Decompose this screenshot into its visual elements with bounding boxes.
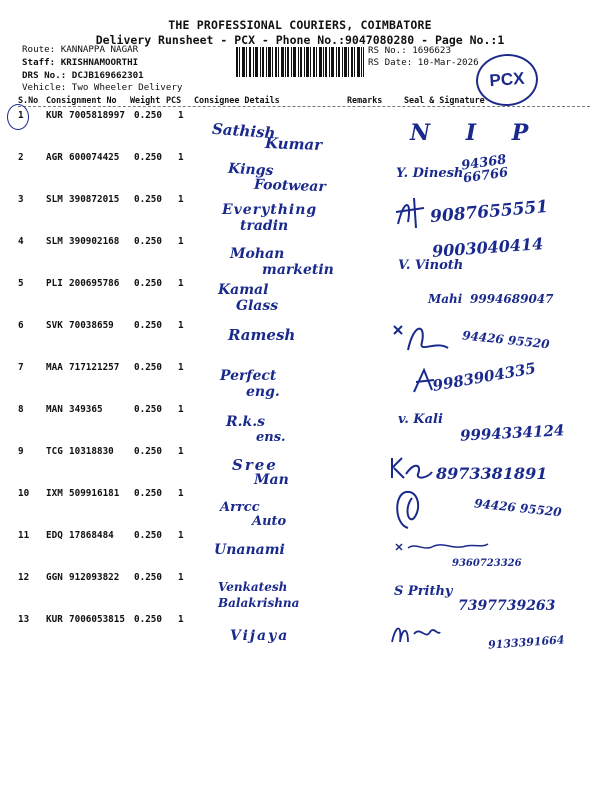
row-sno: 13 [18,614,30,625]
signature-scribble [388,454,434,482]
row-sno: 6 [18,320,24,331]
row-weight: 0.250 [134,194,162,205]
col-pcs: PCS [166,95,182,105]
consignee-name-2: Kumar [264,134,323,154]
row-weight: 0.250 [134,488,162,499]
staff-label: Staff: KRISHNAMOORTHI [22,57,139,68]
signature-scribble [390,622,442,646]
row-sno: 1 [18,110,24,121]
row-weight: 0.250 [134,572,162,583]
consignee-name: Venkatesh [218,580,288,594]
row-code: SLM [46,236,63,247]
phone-number: 9994334124 [459,421,565,445]
table-row [0,320,600,362]
row-consignment-no: 912093822 [69,572,120,583]
row-weight: 0.250 [134,614,162,625]
phone-number: 9003040414 [431,234,544,261]
row-sno: 7 [18,362,24,373]
phone-number: 9994689047 [470,292,554,306]
consignee-name-2: Man [254,472,289,488]
row-sno: 11 [18,530,30,541]
signature: S Prithy [394,584,453,599]
signature-scribble [392,320,452,356]
signature: Y. Dinesh [396,166,464,181]
row-code: IXM [46,488,63,499]
table-row [0,530,600,572]
table-row [0,572,600,614]
row-code: SVK [46,320,63,331]
consignee-name: Everything [222,202,318,218]
row-pcs: 1 [178,404,184,415]
consignee-name-2: Balakrishna [218,596,300,610]
row-sno: 10 [18,488,30,499]
table-row [0,152,600,194]
col-weight: Weight [130,95,161,105]
consignee-name-2: eng. [246,384,280,400]
consignee-name-2: Glass [236,298,279,314]
row-sno: 4 [18,236,24,247]
row-consignment-no: 349365 [69,404,103,415]
row-consignment-no: 7006053815 [69,614,125,625]
table-row [0,446,600,488]
table-row [0,236,600,278]
signature-scribble [394,194,430,230]
consignee-name-2: tradin [240,218,289,234]
rs-number: RS No.: 1696623 [368,45,451,56]
row-weight: 0.250 [134,236,162,247]
consignee-name: Arrcc [220,500,260,515]
phone-number: 9133391664 [487,633,565,652]
row-pcs: 1 [178,488,184,499]
row-weight: 0.250 [134,446,162,457]
phone-number: 9087655551 [429,196,549,228]
signature: Mahi [428,292,463,306]
drs-label: DRS No.: DCJB169662301 [22,70,144,81]
consignee-name: Perfect [220,368,277,384]
row-consignment-no: 70038659 [69,320,114,331]
phone-number: 94368 66766 [460,152,510,187]
table-row [0,404,600,446]
consignee-name: R.k.s [226,414,265,430]
row-sno: 12 [18,572,30,583]
row-consignment-no: 390902168 [69,236,120,247]
phone-number: 94426 95520 [473,496,563,520]
phone-number: 9983904335 [431,359,538,395]
col-seal-signature: Seal & Signature [404,95,485,105]
row-consignment-no: 390872015 [69,194,120,205]
row-code: AGR [46,152,63,163]
consignee-name: Sathish [211,119,276,143]
row-code: EDQ [46,530,63,541]
signature-scribble [394,540,490,554]
row-pcs: 1 [178,236,184,247]
row-sno: 8 [18,404,24,415]
table-row [0,488,600,530]
company-title: THE PROFESSIONAL COURIERS, COIMBATORE [168,18,432,32]
row-pcs: 1 [178,110,184,121]
phone-number: 94426 95520 [461,328,551,352]
signature: v. Kali [398,412,443,427]
row-pcs: 1 [178,320,184,331]
col-consignee: Consignee Details [194,95,280,105]
rs-date: RS Date: 10-Mar-2026 [368,57,479,68]
consignee-name: Sree [232,456,278,474]
row-code: KUR [46,110,63,121]
row-weight: 0.250 [134,110,162,121]
row-consignment-no: 7005818997 [69,110,125,121]
table-row [0,110,600,152]
runsheet-subtitle: Delivery Runsheet - PCX - Phone No.:9047080280 - Page No.:1 [95,33,505,47]
phone-number: 9360723326 [452,558,522,569]
row-sno: 9 [18,446,24,457]
signature-scribble [392,488,426,532]
row-pcs: 1 [178,194,184,205]
row-consignment-no: 717121257 [69,362,120,373]
row-code: SLM [46,194,63,205]
row-code: PLI [46,278,63,289]
phone-number: 7397739263 [458,598,556,614]
row-code: MAA [46,362,63,373]
signature: N I P [410,120,543,146]
row-consignment-no: 200695786 [69,278,120,289]
signature: V. Vinoth [398,258,464,273]
route-label: Route: KANNAPPA NAGAR [22,44,139,55]
row-weight: 0.250 [134,278,162,289]
row-code: TCG [46,446,63,457]
row-code: KUR [46,614,63,625]
consignee-name-2: Footwear [253,176,326,196]
consignee-name-2: marketin [262,262,334,278]
barcode [236,47,364,77]
row-pcs: 1 [178,530,184,541]
row-sno: 3 [18,194,24,205]
consignee-name-2: Auto [252,514,287,529]
row-consignment-no: 509916181 [69,488,120,499]
row-consignment-no: 10318830 [69,446,114,457]
row-weight: 0.250 [134,404,162,415]
row-weight: 0.250 [134,152,162,163]
consignee-name: Kamal [218,282,269,298]
consignee-name: Vijaya [230,628,290,644]
table-row [0,614,600,656]
table-row [0,359,600,404]
consignee-name-2: ens. [256,430,286,445]
row-pcs: 1 [178,614,184,625]
row-sno: 5 [18,278,24,289]
consignee-name: Unanami [214,542,285,558]
row-consignment-no: 17868484 [69,530,114,541]
row-code: GGN [46,572,63,583]
pcx-stamp: PCX [474,52,539,108]
col-remarks: Remarks [347,95,383,105]
row-pcs: 1 [178,572,184,583]
row-pcs: 1 [178,152,184,163]
phone-number: 8973381891 [436,464,548,483]
header-divider [18,106,590,107]
consignee-name: Kings [227,160,274,180]
row-consignment-no: 600074425 [69,152,120,163]
vehicle-label: Vehicle: Two Wheeler Delivery [22,82,183,93]
row-weight: 0.250 [134,320,162,331]
col-consignment: Consignment No [46,95,117,105]
row-code: MAN [46,404,63,415]
col-sno: S.No [18,95,39,105]
consignee-name: Ramesh [228,326,296,344]
row-pcs: 1 [178,278,184,289]
table-row [0,194,600,236]
table-row [0,278,600,320]
row-pcs: 1 [178,446,184,457]
row-sno: 2 [18,152,24,163]
row-weight: 0.250 [134,362,162,373]
row-pcs: 1 [178,362,184,373]
consignee-name: Mohan [230,246,285,262]
row-weight: 0.250 [134,530,162,541]
